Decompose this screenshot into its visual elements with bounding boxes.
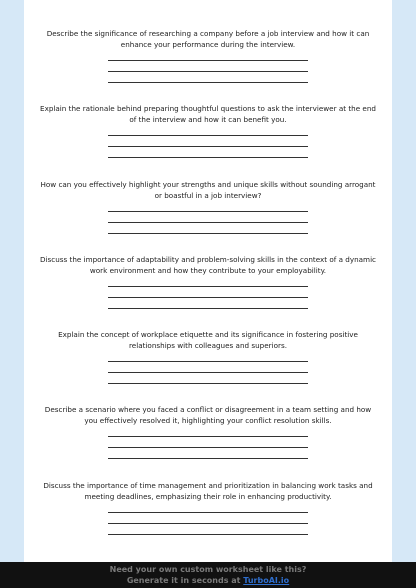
- question-text: Describe a scenario where you faced a conflict or disagreement in a team setting and how you effectively resolved it, highlighting your conflict resolution skills.: [44, 405, 372, 425]
- question-block: [24, 179, 392, 234]
- answer-line: [108, 512, 308, 513]
- worksheet-page: [24, 0, 392, 562]
- question-text: Explain the rationale behind preparing thoughtful questions to ask the interviewer at the end of the interview and how it can benefit you.: [40, 104, 376, 124]
- question-text: Describe the significance of researching a company before a job interview and how it can enhance your performance during the interview.: [46, 29, 370, 49]
- promo-line-2-text: Generate it in seconds at: [126, 576, 244, 585]
- answer-line: [108, 233, 308, 234]
- question-block: [24, 480, 392, 535]
- answer-line: [108, 297, 308, 298]
- answer-line: [108, 361, 308, 362]
- question-text: Discuss the importance of adaptability and problem-solving skills in the context of a dynamic work environment and how they contribute to your employability.: [39, 255, 377, 275]
- answer-line: [108, 157, 308, 158]
- promo-line-2: [0, 575, 416, 586]
- question-block: [24, 103, 392, 158]
- answer-line: [108, 534, 308, 535]
- answer-line: [108, 523, 308, 524]
- answer-line: [108, 146, 308, 147]
- promo-footer: [0, 562, 416, 588]
- question-text: How can you effectively highlight your strengths and unique skills without sounding arrogant or boastful in a job interview?: [40, 180, 376, 200]
- answer-line: [108, 71, 308, 72]
- answer-line: [108, 436, 308, 437]
- answer-line: [108, 211, 308, 212]
- question-block: [24, 329, 392, 384]
- answer-line: [108, 222, 308, 223]
- answer-line: [108, 82, 308, 83]
- turboai-link[interactable]: TurboAI.io: [243, 576, 290, 585]
- question-block: [24, 404, 392, 459]
- answer-line: [108, 286, 308, 287]
- question-block: [24, 28, 392, 83]
- answer-line: [108, 60, 308, 61]
- promo-line-1: Need your own custom worksheet like this?: [109, 565, 307, 574]
- question-text: Discuss the importance of time management and prioritization in balancing work tasks and meeting deadlines, emphasizing their role in enhancing productivity.: [43, 481, 373, 501]
- question-text: Explain the concept of workplace etiquette and its significance in fostering positive relationships with colleagues and superiors.: [58, 330, 358, 350]
- answer-line: [108, 372, 308, 373]
- answer-line: [108, 383, 308, 384]
- answer-line: [108, 135, 308, 136]
- answer-line: [108, 447, 308, 448]
- answer-line: [108, 308, 308, 309]
- answer-line: [108, 458, 308, 459]
- question-block: [24, 254, 392, 309]
